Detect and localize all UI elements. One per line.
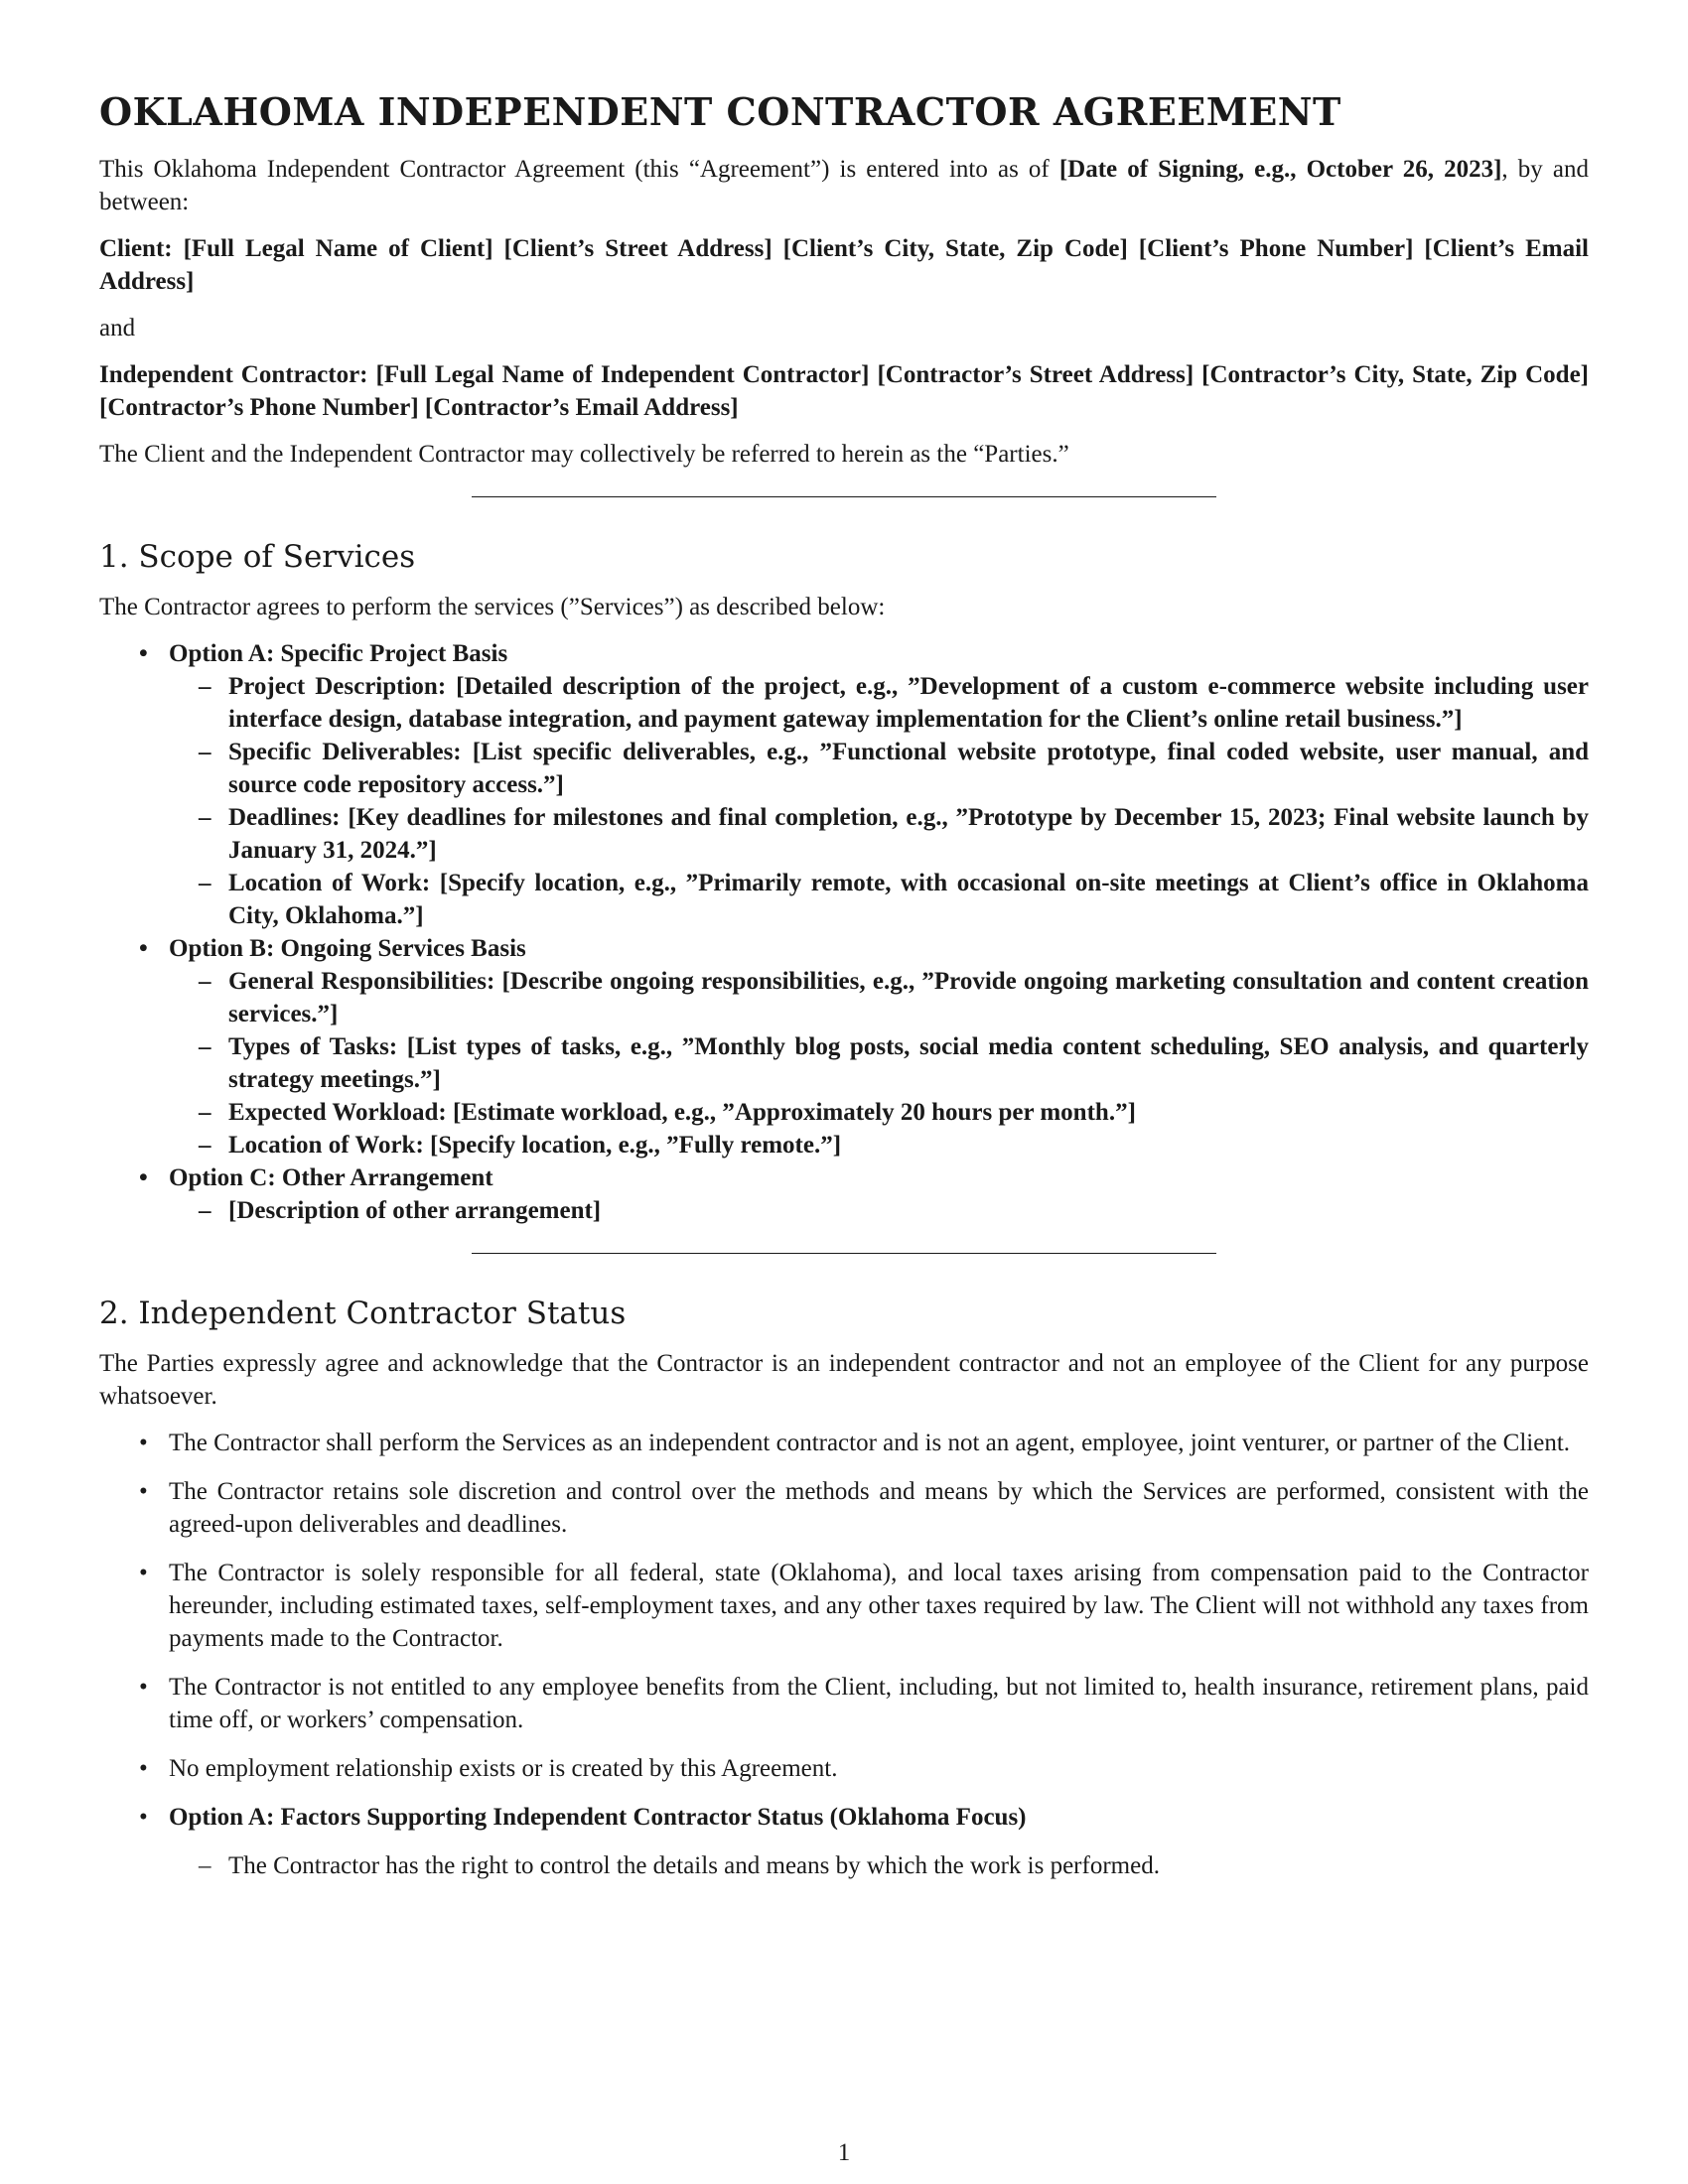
section-1-intro: The Contractor agrees to perform the services (”Services”) as described below: xyxy=(99,594,886,620)
option-a-label: Option A: Specific Project Basis xyxy=(169,640,508,667)
date-placeholder: [Date of Signing, e.g., October 26, 2023] xyxy=(1058,156,1502,183)
list-item: • The Contractor shall perform the Services as an independent contractor and is not an agent, employee, joint venturer, or partner of the Client. xyxy=(169,1427,1589,1459)
section-2-heading: 2. Independent Contractor Status xyxy=(99,1296,627,1331)
section-divider xyxy=(472,496,1216,497)
list-item: – Expected Workload: [Estimate workload, e.g., ”Approximately 20 hours per month.”] xyxy=(228,1096,1589,1129)
status-bullets-list xyxy=(99,1427,1589,1882)
list-item: – [Description of other arrangement] xyxy=(228,1194,1589,1227)
section-1-heading: 1. Scope of Services xyxy=(99,539,416,575)
option-b xyxy=(169,932,1589,1161)
section-2-intro: The Parties expressly agree and acknowledge that the Contractor is an independent contractor and not an employee of the Client for any purpose whatsoever. xyxy=(99,1350,1589,1410)
list-item: • The Contractor retains sole discretion and control over the methods and means by which the Services are performed, consistent with the agreed-upon deliverables and deadlines. xyxy=(169,1475,1589,1541)
contractor-block: Independent Contractor: [Full Legal Name of Independent Contractor] [Contractor’s Street Address] [Contractor’s City, State, Zip Code] [Contractor’s Phone Number] [Contractor’s Email Address] xyxy=(99,361,1589,421)
intro-paragraph xyxy=(99,153,1589,218)
document-title: OKLAHOMA INDEPENDENT CONTRACTOR AGREEMENT xyxy=(99,89,1341,134)
list-item: – Specific Deliverables: [List specific deliverables, e.g., ”Functional website prototype, final coded website, user manual, and source code repository access.”] xyxy=(228,736,1589,801)
page-number: 1 xyxy=(837,2139,851,2166)
intro-text: This Oklahoma Independent Contractor Agreement (this “Agreement”) is entered into as of xyxy=(99,156,1059,183)
option-c-label: Option C: Other Arrangement xyxy=(169,1164,493,1191)
option-c xyxy=(169,1161,1589,1227)
parties-text: The Client and the Independent Contractor may collectively be referred to herein as the “Parties.” xyxy=(99,441,1069,468)
status-option-a-label: Option A: Factors Supporting Independent Contractor Status (Oklahoma Focus) xyxy=(169,1804,1027,1831)
list-item: – General Responsibilities: [Describe ongoing responsibilities, e.g., ”Provide ongoing marketing consultation and content creation services.”] xyxy=(228,965,1589,1030)
list-item: – Location of Work: [Specify location, e.g., ”Fully remote.”] xyxy=(228,1129,1589,1161)
list-item: – Location of Work: [Specify location, e.g., ”Primarily remote, with occasional on-site meetings at Client’s office in Oklahoma City, Oklahoma.”] xyxy=(228,867,1589,932)
list-item: • The Contractor is not entitled to any employee benefits from the Client, including, but not limited to, health insurance, retirement plans, paid time off, or workers’ compensation. xyxy=(169,1671,1589,1736)
list-item: – Project Description: [Detailed description of the project, e.g., ”Development of a custom e-commerce website including user interface design, database integration, and payment gateway implementation for the Client’s online retail business.”] xyxy=(228,670,1589,736)
client-block: Client: [Full Legal Name of Client] [Client’s Street Address] [Client’s City, State, Zip Code] [Client’s Phone Number] [Client’s Email Address] xyxy=(99,235,1589,295)
list-item: – The Contractor has the right to control the details and means by which the work is performed. xyxy=(228,1849,1589,1882)
list-item: – Deadlines: [Key deadlines for milestones and final completion, e.g., ”Prototype by December 15, 2023; Final website launch by January 31, 2024.”] xyxy=(228,801,1589,867)
and-text: and xyxy=(99,315,136,341)
option-a xyxy=(169,637,1589,932)
option-b-label: Option B: Ongoing Services Basis xyxy=(169,935,526,962)
list-item: – Types of Tasks: [List types of tasks, e.g., ”Monthly blog posts, social media content scheduling, SEO analysis, and quarterly strategy meetings.”] xyxy=(228,1030,1589,1096)
section-divider xyxy=(472,1253,1216,1254)
document-page xyxy=(99,79,1589,1898)
intro-text-end: , by and between: xyxy=(99,156,1589,215)
status-option-a xyxy=(169,1801,1589,1882)
list-item: • No employment relationship exists or is created by this Agreement. xyxy=(169,1752,1589,1785)
scope-options-list xyxy=(99,637,1589,1227)
list-item: • The Contractor is solely responsible for all federal, state (Oklahoma), and local taxes arising from compensation paid to the Contractor hereunder, including estimated taxes, self-employment taxes, and any other taxes required by law. The Client will not withhold any taxes from payments made to the Contractor. xyxy=(169,1557,1589,1655)
